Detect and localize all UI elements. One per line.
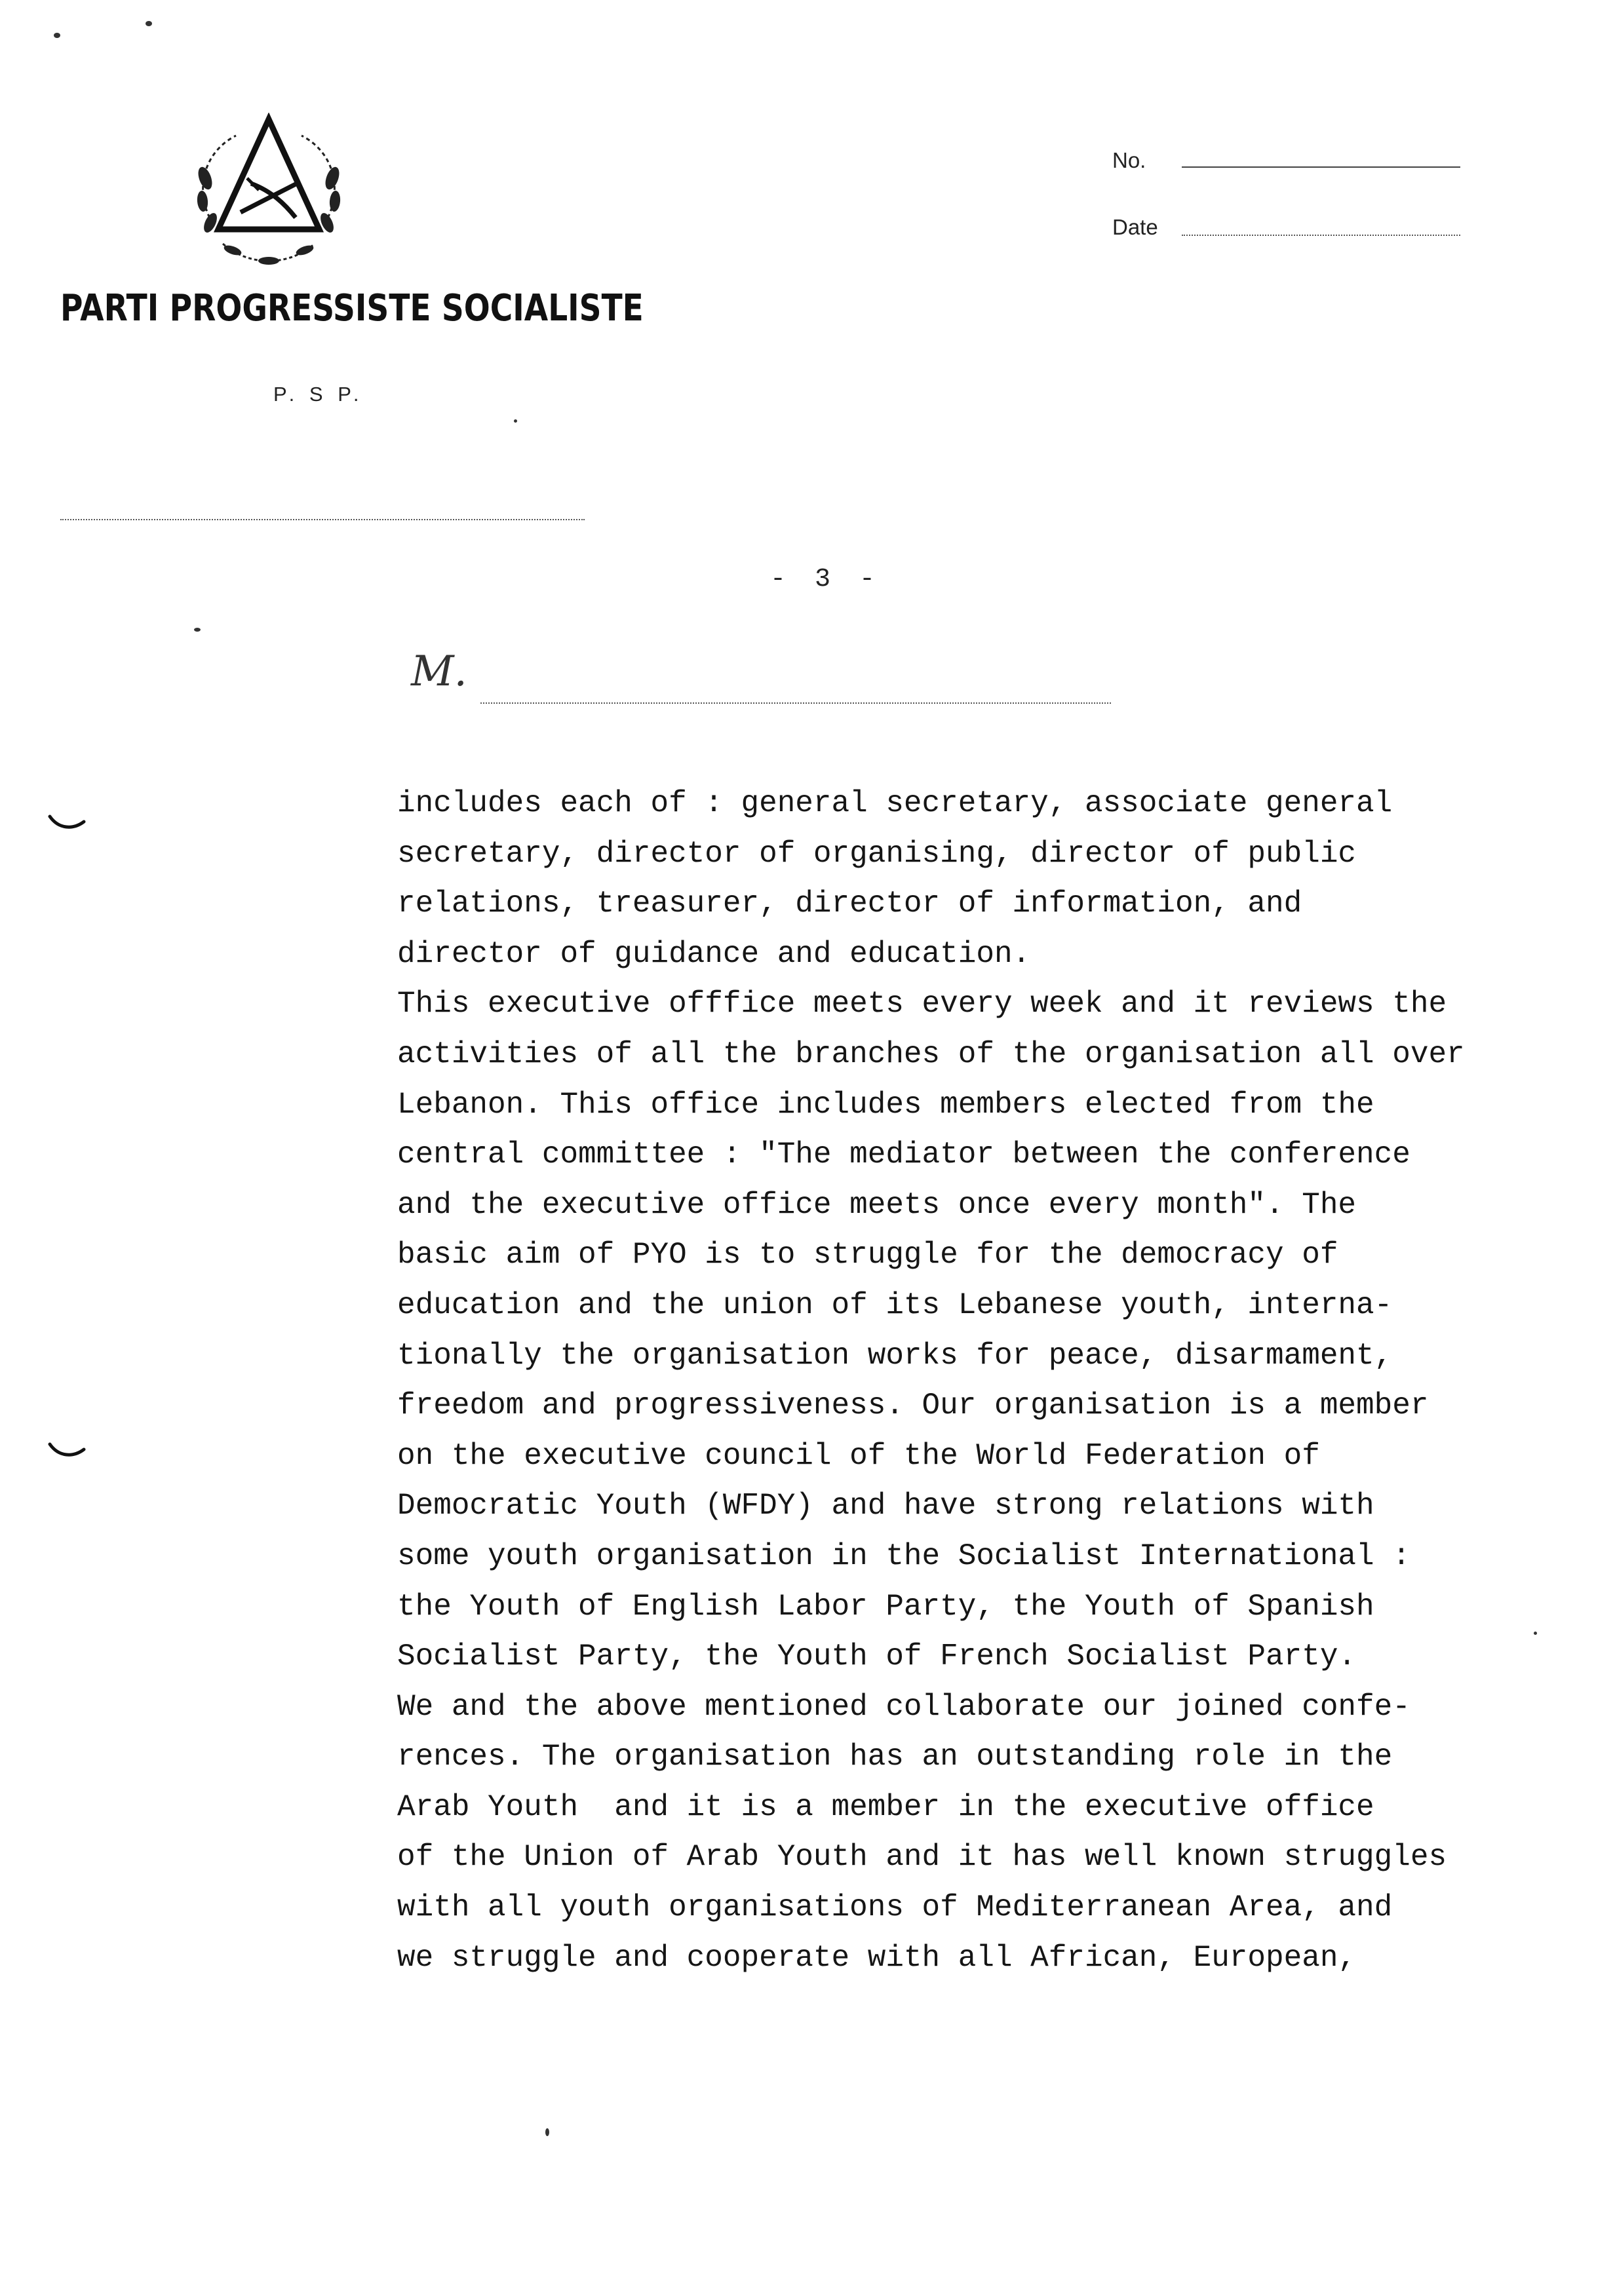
body-line: includes each of : general secretary, associate general — [397, 786, 1393, 820]
number-field-line — [1182, 166, 1460, 168]
party-abbreviation: P. S P. — [273, 383, 364, 406]
body-line: the Youth of English Labor Party, the Youth of Spanish — [397, 1589, 1374, 1624]
scan-speck — [194, 628, 201, 632]
body-line: activities of all the branches of the organisation all over — [397, 1037, 1465, 1071]
body-line: we struggle and cooperate with all African, European, — [397, 1940, 1357, 1975]
body-line: secretary, director of organising, director of public — [397, 836, 1357, 871]
body-line: tionally the organisation works for peace, disarmament, — [397, 1338, 1393, 1373]
body-line: of the Union of Arab Youth and it has well known struggles — [397, 1840, 1447, 1875]
scan-speck — [54, 33, 60, 38]
scan-speck — [146, 21, 152, 26]
body-line: central committee : "The mediator between the conference — [397, 1138, 1411, 1172]
punch-mark-icon — [47, 1440, 87, 1460]
body-line: freedom and progressiveness. Our organisation is a member — [397, 1388, 1429, 1423]
body-line: relations, treasurer, director of information, and — [397, 887, 1302, 921]
letter-body — [397, 778, 1577, 1983]
body-line: Lebanon. This office includes members elected from the — [397, 1087, 1374, 1122]
psp-emblem-icon — [187, 113, 351, 283]
scan-speck — [1534, 1632, 1537, 1635]
body-line: Arab Youth and it is a member in the executive office — [397, 1789, 1374, 1824]
addressee-line — [480, 702, 1111, 704]
date-field-line — [1182, 235, 1460, 236]
body-line: on the executive council of the World Federation of — [397, 1438, 1320, 1473]
body-line: basic aim of PYO is to struggle for the democracy of — [397, 1238, 1338, 1272]
body-line: director of guidance and education. — [397, 936, 1031, 971]
body-line: Democratic Youth (WFDY) and have strong relations with — [397, 1489, 1374, 1523]
number-field-label: No. — [1112, 148, 1146, 172]
body-line: We and the above mentioned collaborate our joined confe- — [397, 1689, 1411, 1724]
body-line: education and the union of its Lebanese youth, interna- — [397, 1288, 1393, 1322]
page-number: - 3 - — [770, 565, 882, 594]
body-line: Socialist Party, the Youth of French Socialist Party. — [397, 1639, 1357, 1674]
salutation: M. — [411, 647, 467, 696]
body-line: rences. The organisation has an outstanding role in the — [397, 1740, 1393, 1774]
letterhead-divider — [60, 519, 585, 520]
date-field-label: Date — [1112, 215, 1158, 239]
scan-speck — [514, 419, 517, 423]
body-line: with all youth organisations of Mediterranean Area, and — [397, 1890, 1393, 1925]
punch-mark-icon — [47, 813, 87, 832]
body-line: some youth organisation in the Socialist International : — [397, 1539, 1411, 1573]
scan-speck — [545, 2128, 549, 2136]
party-name: PARTI PROGRESSISTE SOCIALISTE — [60, 287, 644, 330]
body-line: This executive offfice meets every week and it reviews the — [397, 987, 1447, 1022]
body-line: and the executive office meets once every month". The — [397, 1187, 1357, 1222]
